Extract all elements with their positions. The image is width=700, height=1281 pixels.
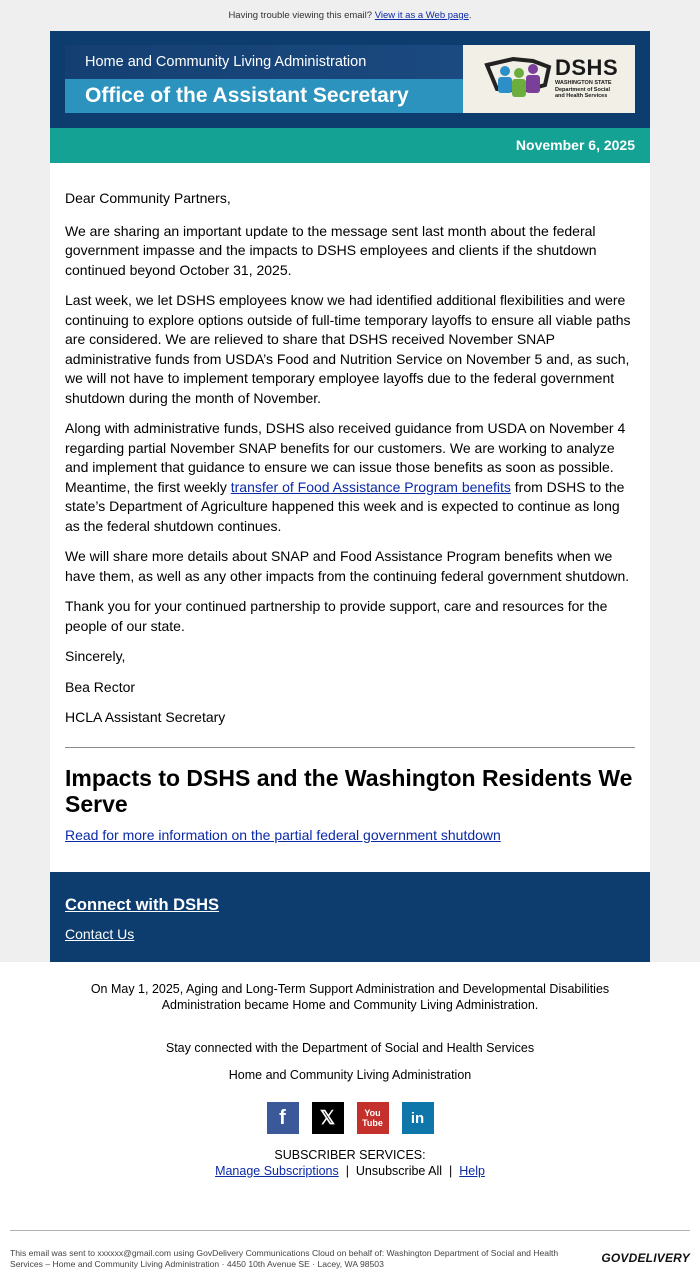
unsubscribe-all[interactable]: Unsubscribe All (355, 1163, 443, 1178)
paragraph-5: Thank you for your continued partnership to provide support, care and resources for the people of our state. (65, 598, 608, 634)
email-header (50, 31, 650, 128)
dshs-people-icon (483, 55, 555, 103)
footer-divider (10, 1230, 690, 1231)
facebook-icon[interactable]: f (267, 1102, 299, 1134)
subscriber-services (0, 1148, 700, 1179)
separator: | (345, 1163, 349, 1178)
subscriber-links (0, 1164, 700, 1180)
web-view-text: Having trouble viewing this email? (228, 10, 373, 21)
dshs-logo-text (555, 57, 618, 100)
admin-change-note: On May 1, 2025, Aging and Long-Term Support Administration and Developmental Disabilities Administration became Home and Community Living Administration. (90, 982, 610, 1012)
signer-name: Bea Rector (65, 678, 136, 695)
paragraph-2: Last week, we let DSHS employees know we had identified additional flexibilities and were continuing to explore options outside of full-time temporary layoffs to ensure all viable paths are considered. We are relieved to share that DSHS received November SNAP administrative funds from USDA’s Food and Nutrition Service on November 5 and, as such, we will not have to implement temporary employee layoffs due to the federal government shutdown during the month of November. (65, 292, 631, 406)
paragraph-3 (65, 419, 635, 536)
manage-subscriptions-link[interactable]: Manage Subscriptions (215, 1163, 339, 1178)
linkedin-icon[interactable]: in (402, 1102, 434, 1134)
header-admin-name: Home and Community Living Administration (65, 45, 463, 79)
dshs-logo (463, 45, 635, 113)
header-banner (65, 45, 463, 113)
logo-caption-dept: Department of Social (555, 86, 611, 93)
header-office-name: Office of the Assistant Secretary (65, 79, 463, 113)
legal-notice: This email was sent to xxxxxx@gmail.com using GovDelivery Communications Cloud on behalf of: Washington Department of Social and Health Services – Home and Community Living Administration · 4450 10th Avenue SE · Lacey, WA 98503 (10, 1248, 559, 1269)
web-view-link[interactable]: View it as a Web page (374, 10, 469, 21)
subscriber-services-label: SUBSCRIBER SERVICES: (274, 1148, 426, 1162)
email-footer (0, 962, 700, 1281)
paragraph-4: We will share more details about SNAP and Food Assistance Program benefits when we have them, as well as any other impacts from the continuing federal government shutdown. (65, 548, 630, 584)
shutdown-info-link[interactable]: Read for more information on the partial federal government shutdown (65, 826, 501, 843)
help-link[interactable]: Help (459, 1163, 485, 1178)
separator: | (449, 1163, 453, 1178)
logo-caption-services: and Health Services (555, 93, 608, 99)
social-links (0, 1102, 700, 1134)
hcla-name: Home and Community Living Administration (228, 1068, 472, 1082)
email-container (50, 31, 650, 970)
greeting: Dear Community Partners, (65, 190, 231, 206)
connect-section (50, 872, 650, 970)
web-view-notice (0, 0, 700, 21)
x-twitter-icon[interactable]: 𝕏 (312, 1102, 344, 1134)
paragraph-3-start: Along with administrative funds, DSHS also received guidance from USDA on November 4 regarding partial November SNAP benefits for our customers. We are working to analyze and implement that guidance to ensure we can issue those benefits as soon as possible. Meantime, the first weekly (65, 420, 626, 495)
contact-us-link[interactable]: Contact Us (65, 925, 135, 942)
paragraph-3-end: from DSHS to the state’s Department of Agriculture happened this week and is expected to continue as long as the federal shutdown continues. (65, 478, 625, 534)
signer-title: HCLA Assistant Secretary (65, 709, 226, 725)
web-view-period: . (468, 10, 472, 21)
closing: Sincerely, (65, 648, 126, 664)
food-assistance-transfer-link[interactable]: transfer of Food Assistance Program benefits (230, 478, 511, 495)
govdelivery-logo: GOVDELIVERY (601, 1251, 690, 1265)
dshs-logo-wordmark: DSHS (555, 55, 619, 80)
date-bar: November 6, 2025 (50, 128, 650, 163)
youtube-icon[interactable]: You Tube (357, 1102, 389, 1134)
connect-with-dshs-link[interactable]: Connect with DSHS (65, 895, 220, 914)
impacts-heading: Impacts to DSHS and the Washington Residents We Serve (65, 764, 633, 817)
paragraph-1: We are sharing an important update to the message sent last month about the federal government impasse and the impacts to DSHS employees and clients if the shutdown continued beyond October 31, 2025. (65, 222, 597, 278)
divider (65, 747, 635, 748)
stay-connected-text: Stay connected with the Department of Social and Health Services (165, 1041, 535, 1055)
dshs-logo-caption (555, 80, 618, 100)
logo-caption-state: WASHINGTON STATE (555, 80, 612, 86)
email-body (50, 163, 650, 872)
